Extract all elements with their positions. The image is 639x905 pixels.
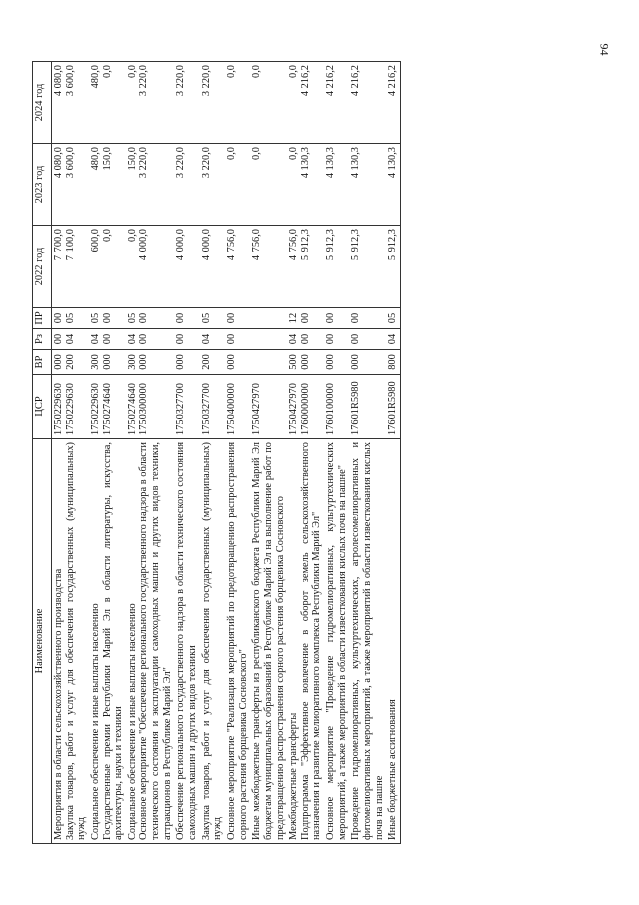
cell-2024-line: 0,0 bbox=[251, 65, 263, 78]
header-name: Наименование bbox=[33, 439, 52, 844]
cell-rz bbox=[126, 329, 175, 350]
cell-2024-line: 480,0 bbox=[89, 65, 101, 89]
cell-pr bbox=[174, 308, 199, 329]
cell-2024 bbox=[225, 62, 250, 144]
cell-name bbox=[200, 439, 225, 844]
cell-name-line: Мероприятия в области сельскохозяйственного производства bbox=[53, 568, 64, 840]
page-number: 94 bbox=[597, 43, 612, 56]
cell-csr-line: 1750274640 bbox=[126, 383, 138, 435]
cell-pr bbox=[324, 308, 349, 329]
cell-csr bbox=[287, 375, 324, 439]
cell-2024-line: 4 216,2 bbox=[299, 65, 311, 97]
cell-csr-line: 1750300000 bbox=[138, 383, 150, 435]
cell-name bbox=[324, 439, 349, 844]
cell-2022 bbox=[52, 226, 89, 308]
cell-2023-line: 3 220,0 bbox=[175, 147, 187, 179]
cell-2022-line: 600,0 bbox=[89, 229, 101, 253]
cell-2024-line: 3 600,0 bbox=[64, 65, 76, 97]
cell-rz-line: 04 bbox=[64, 333, 76, 345]
cell-2022-line: 5 912,3 bbox=[325, 229, 337, 261]
cell-vr-line: 500 bbox=[288, 354, 300, 370]
cell-2024-line: 0,0 bbox=[225, 65, 237, 78]
table-row bbox=[324, 62, 349, 844]
header-rz: Рз bbox=[33, 329, 52, 350]
cell-2023 bbox=[324, 144, 349, 226]
budget-table bbox=[32, 61, 401, 844]
cell-vr-line: 200 bbox=[64, 354, 76, 370]
cell-vr-line: 000 bbox=[138, 354, 150, 370]
cell-vr bbox=[52, 350, 89, 375]
cell-vr bbox=[126, 350, 175, 375]
cell-name-line: Закупка товаров, работ и услуг для обеспечения государственных (муниципальных) нужд bbox=[200, 442, 224, 840]
cell-vr bbox=[174, 350, 199, 375]
cell-rz-line: 00 bbox=[325, 333, 337, 345]
cell-pr-line: 00 bbox=[175, 312, 187, 324]
cell-csr bbox=[174, 375, 199, 439]
cell-name-line: Проведение гидромелиоративных, культуртехнических, агролесомелиоративных и фитомелиоративных мероприятий, а также мероприятий в области известкования кислых почв на пашне bbox=[350, 442, 385, 840]
cell-rz-line: 00 bbox=[225, 333, 237, 345]
cell-2022-line: 4 756,0 bbox=[251, 229, 263, 261]
cell-pr-line: 00 bbox=[299, 312, 311, 324]
cell-rz-line: 00 bbox=[138, 333, 150, 345]
cell-csr-line: 1750427970 bbox=[288, 383, 300, 435]
header-pr: ПР bbox=[33, 308, 52, 329]
cell-pr-line: 00 bbox=[350, 312, 362, 324]
cell-2022 bbox=[386, 226, 400, 308]
cell-2024 bbox=[52, 62, 89, 144]
cell-csr bbox=[349, 375, 386, 439]
cell-name bbox=[349, 439, 386, 844]
cell-csr-line: 1750400000 bbox=[225, 383, 237, 435]
cell-csr bbox=[250, 375, 287, 439]
cell-rz-line: 04 bbox=[200, 333, 212, 345]
cell-csr bbox=[386, 375, 400, 439]
table-body bbox=[52, 62, 401, 844]
cell-2022-line: 4 000,0 bbox=[138, 229, 150, 261]
cell-2022 bbox=[89, 226, 126, 308]
cell-name bbox=[287, 439, 324, 844]
cell-2022-line: 5 912,3 bbox=[387, 229, 399, 261]
cell-2024 bbox=[89, 62, 126, 144]
cell-vr-line: 000 bbox=[225, 354, 237, 370]
cell-2023 bbox=[89, 144, 126, 226]
cell-2023-line: 0,0 bbox=[251, 147, 263, 160]
cell-name-line: Иные межбюджетные трансферты из республиканского бюджета Республики Марий Эл бюджетам муниципальных образований в Республике Марий Эл на выполнение работ по предотвращению распространения сорного растения борщевика Сосновского bbox=[251, 442, 286, 840]
cell-name-line: Основное мероприятие "Проведение гидромелиоративных, культуртехнических мероприятий, а также мероприятий в области известкования кислых почв на пашне" bbox=[325, 442, 348, 840]
cell-rz-line: 00 bbox=[350, 333, 362, 345]
cell-2023-line: 4 130,3 bbox=[387, 147, 399, 179]
header-csr: ЦСР bbox=[33, 375, 52, 439]
cell-2024 bbox=[200, 62, 225, 144]
table-row bbox=[174, 62, 199, 844]
table-row bbox=[250, 62, 287, 844]
cell-pr-line: 05 bbox=[126, 312, 138, 324]
cell-2024-line: 4 216,2 bbox=[325, 65, 337, 97]
cell-csr bbox=[52, 375, 89, 439]
cell-rz bbox=[52, 329, 89, 350]
cell-rz bbox=[174, 329, 199, 350]
cell-rz bbox=[200, 329, 225, 350]
cell-name-line: Иные бюджетные ассигнования bbox=[387, 699, 399, 840]
cell-2022-line: 7 700,0 bbox=[53, 229, 64, 261]
cell-csr bbox=[225, 375, 250, 439]
cell-2024 bbox=[126, 62, 175, 144]
cell-vr bbox=[89, 350, 126, 375]
cell-vr bbox=[386, 350, 400, 375]
table-row bbox=[126, 62, 175, 844]
cell-2022-line: 7 100,0 bbox=[64, 229, 76, 261]
table-row bbox=[52, 62, 89, 844]
cell-2024 bbox=[287, 62, 324, 144]
cell-2022-line: 4 756,0 bbox=[288, 229, 300, 261]
cell-2023 bbox=[250, 144, 287, 226]
cell-2024 bbox=[174, 62, 199, 144]
cell-vr-line bbox=[251, 353, 263, 371]
cell-2022 bbox=[174, 226, 199, 308]
cell-pr-line: 00 bbox=[325, 312, 337, 324]
cell-vr-line: 300 bbox=[126, 354, 138, 370]
cell-pr-line: 00 bbox=[225, 312, 237, 324]
cell-csr-line: 17601R5980 bbox=[350, 381, 362, 435]
cell-name-line: Основное мероприятие "Реализация мероприятий по предотвращению распространения сорного растения борщевика Сосновского" bbox=[225, 442, 249, 840]
cell-name bbox=[89, 439, 126, 844]
cell-name-line: Подпрограмма "Эффективное вовлечение в оборот земель сельскохозяйственного назначения и развитие мелиоративного комплекса Республики Марий Эл" bbox=[299, 442, 323, 840]
cell-csr-line: 1750229630 bbox=[64, 383, 76, 435]
cell-csr-line: 1750229630 bbox=[53, 383, 64, 435]
cell-rz-line: 04 bbox=[126, 333, 138, 345]
cell-csr-line: 1750327700 bbox=[175, 383, 187, 435]
cell-name bbox=[126, 439, 175, 844]
cell-2022 bbox=[324, 226, 349, 308]
header-2023: 2023 год bbox=[33, 144, 52, 226]
cell-pr bbox=[225, 308, 250, 329]
cell-2022 bbox=[349, 226, 386, 308]
cell-2022 bbox=[287, 226, 324, 308]
cell-name-line: Государственные премии Республики Марий Эл в области литературы, искусства, архитектуры, науки и техники bbox=[101, 442, 125, 840]
cell-vr bbox=[287, 350, 324, 375]
cell-vr-line: 800 bbox=[387, 354, 399, 370]
table-row bbox=[287, 62, 324, 844]
cell-2024-line: 0,0 bbox=[101, 65, 113, 78]
cell-rz-line bbox=[251, 332, 263, 346]
cell-rz bbox=[349, 329, 386, 350]
cell-name bbox=[386, 439, 400, 844]
cell-2022 bbox=[200, 226, 225, 308]
cell-2023 bbox=[200, 144, 225, 226]
cell-name bbox=[225, 439, 250, 844]
cell-2023-line: 3 220,0 bbox=[200, 147, 212, 179]
cell-pr-line: 00 bbox=[53, 312, 64, 324]
cell-csr bbox=[89, 375, 126, 439]
cell-name-line: Социальное обеспечение и иные выплаты населению bbox=[89, 603, 101, 840]
cell-pr-line: 05 bbox=[89, 312, 101, 324]
cell-2023-line: 3 600,0 bbox=[64, 147, 76, 179]
cell-name-line: Межбюджетные трансферты bbox=[288, 712, 300, 840]
cell-rz-line: 04 bbox=[288, 333, 300, 345]
cell-2024 bbox=[386, 62, 400, 144]
cell-rz bbox=[324, 329, 349, 350]
cell-2024 bbox=[349, 62, 386, 144]
cell-2023-line: 150,0 bbox=[126, 147, 138, 171]
table-row bbox=[225, 62, 250, 844]
cell-2023-line: 3 220,0 bbox=[138, 147, 150, 179]
cell-pr bbox=[200, 308, 225, 329]
rotated-page-content bbox=[32, 62, 592, 844]
cell-vr-line: 000 bbox=[299, 354, 311, 370]
cell-2023 bbox=[225, 144, 250, 226]
header-2022: 2022 год bbox=[33, 226, 52, 308]
cell-pr-line: 05 bbox=[200, 312, 212, 324]
cell-rz bbox=[89, 329, 126, 350]
cell-2023 bbox=[126, 144, 175, 226]
cell-vr bbox=[225, 350, 250, 375]
cell-2023 bbox=[174, 144, 199, 226]
cell-vr-line: 000 bbox=[325, 354, 337, 370]
cell-2022 bbox=[225, 226, 250, 308]
cell-2023-line: 480,0 bbox=[89, 147, 101, 171]
table-row bbox=[89, 62, 126, 844]
cell-rz-line: 00 bbox=[299, 333, 311, 345]
cell-vr-line: 300 bbox=[89, 354, 101, 370]
table-row bbox=[200, 62, 225, 844]
cell-2024-line: 4 216,2 bbox=[350, 65, 362, 97]
cell-pr bbox=[52, 308, 89, 329]
cell-2024-line: 3 220,0 bbox=[175, 65, 187, 97]
cell-pr bbox=[89, 308, 126, 329]
cell-2022-line: 5 912,3 bbox=[299, 229, 311, 261]
cell-pr-line: 05 bbox=[387, 312, 399, 324]
cell-2023-line: 150,0 bbox=[101, 147, 113, 171]
cell-name-line: Обеспечение регионального государственного надзора в области технического состояния самоходных машин и других видов техники bbox=[175, 442, 199, 840]
cell-vr-line: 200 bbox=[200, 354, 212, 370]
cell-pr bbox=[250, 308, 287, 329]
header-2024: 2024 год bbox=[33, 62, 52, 144]
cell-2023-line: 4 130,3 bbox=[299, 147, 311, 179]
table-header-row bbox=[33, 62, 52, 844]
cell-2023 bbox=[386, 144, 400, 226]
cell-pr bbox=[287, 308, 324, 329]
cell-name-line: Основное мероприятие "Обеспечение регионального государственного надзора в области технического состояния и эксплуатации самоходных машин и других видов техники, аттракционов в Республике Марий Эл" bbox=[138, 442, 173, 840]
cell-rz-line: 00 bbox=[53, 333, 64, 345]
cell-vr-line: 000 bbox=[53, 354, 64, 370]
cell-name bbox=[52, 439, 89, 844]
cell-2023-line: 4 130,3 bbox=[325, 147, 337, 179]
cell-rz-line: 04 bbox=[89, 333, 101, 345]
cell-2024 bbox=[324, 62, 349, 144]
cell-pr-line: 12 bbox=[288, 312, 300, 324]
cell-rz-line: 04 bbox=[387, 333, 399, 345]
cell-csr-line: 1760000000 bbox=[299, 383, 311, 435]
cell-pr bbox=[349, 308, 386, 329]
cell-rz-line: 00 bbox=[175, 333, 187, 345]
cell-pr-line: 00 bbox=[138, 312, 150, 324]
cell-pr bbox=[126, 308, 175, 329]
cell-2022-line: 4 756,0 bbox=[225, 229, 237, 261]
cell-2022 bbox=[126, 226, 175, 308]
cell-2023-line: 4 130,3 bbox=[350, 147, 362, 179]
cell-csr bbox=[200, 375, 225, 439]
cell-2023 bbox=[287, 144, 324, 226]
table-row bbox=[386, 62, 400, 844]
cell-2022-line: 0,0 bbox=[126, 229, 138, 242]
cell-vr bbox=[250, 350, 287, 375]
cell-2024-line: 0,0 bbox=[126, 65, 138, 78]
cell-name bbox=[250, 439, 287, 844]
cell-2023-line: 0,0 bbox=[288, 147, 300, 160]
cell-2023 bbox=[52, 144, 89, 226]
cell-2024 bbox=[250, 62, 287, 144]
cell-pr-line: 05 bbox=[64, 312, 76, 324]
cell-csr-line: 17601R5980 bbox=[387, 381, 399, 435]
cell-csr-line: 1750427970 bbox=[251, 383, 263, 435]
cell-2024-line: 3 220,0 bbox=[138, 65, 150, 97]
cell-pr bbox=[386, 308, 400, 329]
cell-csr bbox=[324, 375, 349, 439]
cell-rz-line: 00 bbox=[101, 333, 113, 345]
cell-2022 bbox=[250, 226, 287, 308]
cell-2024-line: 4 216,2 bbox=[387, 65, 399, 97]
cell-pr-line: 00 bbox=[101, 312, 113, 324]
cell-vr bbox=[324, 350, 349, 375]
cell-2022-line: 4 000,0 bbox=[175, 229, 187, 261]
cell-2024-line: 3 220,0 bbox=[200, 65, 212, 97]
cell-2024-line: 4 080,0 bbox=[53, 65, 64, 97]
cell-2022-line: 0,0 bbox=[101, 229, 113, 242]
cell-name-line: Социальное обеспечение и иные выплаты населению bbox=[126, 603, 138, 840]
table-row bbox=[349, 62, 386, 844]
cell-csr-line: 1760100000 bbox=[325, 383, 337, 435]
cell-2023-line: 4 080,0 bbox=[53, 147, 64, 179]
cell-vr-line: 000 bbox=[350, 354, 362, 370]
cell-2022-line: 4 000,0 bbox=[200, 229, 212, 261]
cell-pr-line bbox=[251, 311, 263, 325]
cell-csr-line: 1750327700 bbox=[200, 383, 212, 435]
header-vr: ВР bbox=[33, 350, 52, 375]
cell-name-line: Закупка товаров, работ и услуг для обеспечения государственных (муниципальных) нужд bbox=[64, 442, 88, 840]
cell-2023-line: 0,0 bbox=[225, 147, 237, 160]
cell-2024-line: 0,0 bbox=[288, 65, 300, 78]
cell-rz bbox=[287, 329, 324, 350]
cell-vr-line: 000 bbox=[101, 354, 113, 370]
cell-vr bbox=[200, 350, 225, 375]
cell-name bbox=[174, 439, 199, 844]
cell-rz bbox=[250, 329, 287, 350]
cell-rz bbox=[386, 329, 400, 350]
cell-csr bbox=[126, 375, 175, 439]
cell-vr-line: 000 bbox=[175, 354, 187, 370]
cell-csr-line: 1750229630 bbox=[89, 383, 101, 435]
cell-2022-line: 5 912,3 bbox=[350, 229, 362, 261]
cell-csr-line: 1750274640 bbox=[101, 383, 113, 435]
cell-vr bbox=[349, 350, 386, 375]
cell-2023 bbox=[349, 144, 386, 226]
cell-rz bbox=[225, 329, 250, 350]
